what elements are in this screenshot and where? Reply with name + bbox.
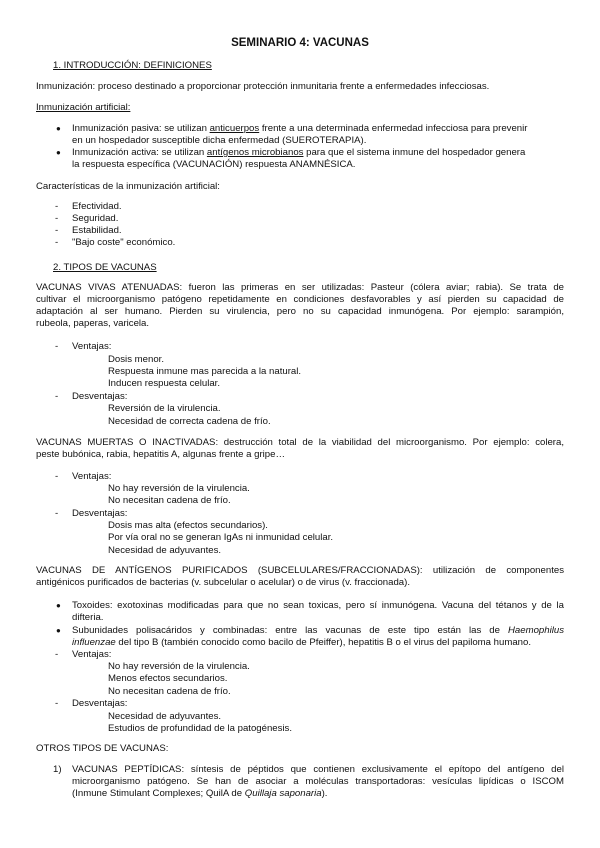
list-item: Seguridad. xyxy=(72,213,119,224)
inmunizacion-text: proceso destinado a proporcionar protección inmunitaria frente a enfermedades infecciosas. xyxy=(97,81,490,92)
desventajas-label: Desventajas: xyxy=(72,698,128,709)
list-item: Reversión de la virulencia. xyxy=(108,403,221,414)
peptidicas-line-3: (Inmune Stimulant Complexes; QuilA de Quillaja saponaria). xyxy=(72,788,328,799)
dash-icon: - xyxy=(55,213,59,224)
desventajas-label: Desventajas: xyxy=(72,391,128,402)
bullet-icon: ● xyxy=(56,124,61,133)
bullet-icon: ● xyxy=(56,601,61,610)
vivas-paragraph-line: rubeola, paperas, varicela. xyxy=(36,318,150,329)
ventajas-label: Ventajas: xyxy=(72,341,112,352)
list-item: Estabilidad. xyxy=(72,225,122,236)
muertas-paragraph-line: peste bubónica, rabia, hepatitis A, algunas frente a gripe… xyxy=(36,449,286,460)
dash-icon: - xyxy=(55,471,59,482)
ventajas-label: Ventajas: xyxy=(72,649,112,660)
toxoides-line-1: Toxoides: exotoxinas modificadas para que no sean toxicas, pero sí inmunógena. Vacuna del tétanos y de la xyxy=(72,600,564,611)
page-title: SEMINARIO 4: VACUNAS xyxy=(231,37,369,49)
section-2-heading: 2. TIPOS DE VACUNAS xyxy=(53,262,157,273)
ventajas-label: Ventajas: xyxy=(72,471,112,482)
subunidades-line-1: Subunidades polisacáridos y combinadas: entre las vacunas de este tipo están las de Haemophilus xyxy=(72,625,564,636)
dash-icon: - xyxy=(55,237,59,248)
peptidicas-line-1: VACUNAS PEPTÍDICAS: síntesis de péptidos que contienen exclusivamente el epítopo del antígeno del xyxy=(72,764,564,775)
inmunizacion-definition xyxy=(36,81,489,93)
pasiva-line-2: en un hospedador susceptible dicha enfermedad (SUEROTERAPIA). xyxy=(72,135,367,146)
caracteristicas-heading: Características de la inmunización artificial: xyxy=(36,181,220,192)
dash-icon: - xyxy=(55,391,59,402)
list-item: No hay reversión de la virulencia. xyxy=(108,483,250,494)
vivas-paragraph-line: adaptación al ser humano. Pierden su virulencia, pero no su capacidad inmunógena. Por ejemplo: sarampión, xyxy=(36,306,564,317)
vivas-paragraph-line: cultivar el microorganismo patógeno repetidamente en condiciones desfavorables y así pierden su capacidad de xyxy=(36,294,564,305)
peptidicas-number: 1) xyxy=(53,764,62,775)
list-item: Necesidad de correcta cadena de frío. xyxy=(108,416,271,427)
dash-icon: - xyxy=(55,201,59,212)
subcel-paragraph-line: VACUNAS DE ANTÍGENOS PURIFICADOS (SUBCELULARES/FRACCIONADAS): utilización de componentes xyxy=(36,565,564,576)
dash-icon: - xyxy=(55,508,59,519)
list-item: Dosis menor. xyxy=(108,354,164,365)
bullet-icon: ● xyxy=(56,626,61,635)
list-item: Efectividad. xyxy=(72,201,122,212)
list-item: Dosis mas alta (efectos secundarios). xyxy=(108,520,268,531)
inmunizacion-term: Inmunización: xyxy=(36,81,96,92)
pasiva-line-1: Inmunización pasiva: se utilizan anticuerpos frente a una determinada enfermedad infecciosa para prevenir xyxy=(72,123,528,134)
activa-line-2: la respuesta específica (VACUNACIÓN) respuesta ANAMNÉSICA. xyxy=(72,159,356,170)
muertas-paragraph-line: VACUNAS MUERTAS O INACTIVADAS: destrucción total de la viabilidad del microorganismo. Por ejemplo: colera, xyxy=(36,437,564,448)
otros-heading: OTROS TIPOS DE VACUNAS: xyxy=(36,743,169,754)
bullet-icon: ● xyxy=(56,148,61,157)
dash-icon: - xyxy=(55,649,59,660)
desventajas-label: Desventajas: xyxy=(72,508,128,519)
toxoides-line-2: difteria. xyxy=(72,612,104,623)
list-item: Necesidad de adyuvantes. xyxy=(108,545,222,556)
artificial-heading: Inmunización artificial: xyxy=(36,102,131,113)
dash-icon: - xyxy=(55,225,59,236)
list-item: Menos efectos secundarios. xyxy=(108,673,228,684)
list-item: No necesitan cadena de frío. xyxy=(108,686,231,697)
list-item: Respuesta inmune mas parecida a la natural. xyxy=(108,366,302,377)
activa-line-1: Inmunización activa: se utilizan antígenos microbianos para que el sistema inmune del hospedador genera xyxy=(72,147,526,158)
list-item: "Bajo coste" económico. xyxy=(72,237,176,248)
list-item: No hay reversión de la virulencia. xyxy=(108,661,250,672)
list-item: No necesitan cadena de frío. xyxy=(108,495,231,506)
list-item: Necesidad de adyuvantes. xyxy=(108,711,222,722)
dash-icon: - xyxy=(55,698,59,709)
list-item: Inducen respuesta celular. xyxy=(108,378,221,389)
list-item: Por vía oral no se generan IgAs ni inmunidad celular. xyxy=(108,532,334,543)
subcel-paragraph-line: antigénicos purificados de bacterias (v. subcelular o acelular) o de virus (v. fraccionada). xyxy=(36,577,410,588)
list-item: Estudios de profundidad de la patogénesis. xyxy=(108,723,293,734)
section-1-heading: 1. INTRODUCCIÓN: DEFINICIONES xyxy=(53,60,212,71)
peptidicas-line-2: microorganismo patógeno. Se han de asociar a moléculas transportadoras: vesículas lipídicas o ISCOM xyxy=(72,776,564,787)
vivas-paragraph-line: VACUNAS VIVAS ATENUADAS: fueron las primeras en ser utilizadas: Pasteur (cólera aviar; rabia). Se trata de xyxy=(36,282,564,293)
subunidades-line-2: influenzae del tipo B (también conocido como bacilo de Pfeiffer), hepatitis B o el virus del papiloma humano. xyxy=(72,637,531,648)
dash-icon: - xyxy=(55,341,59,352)
